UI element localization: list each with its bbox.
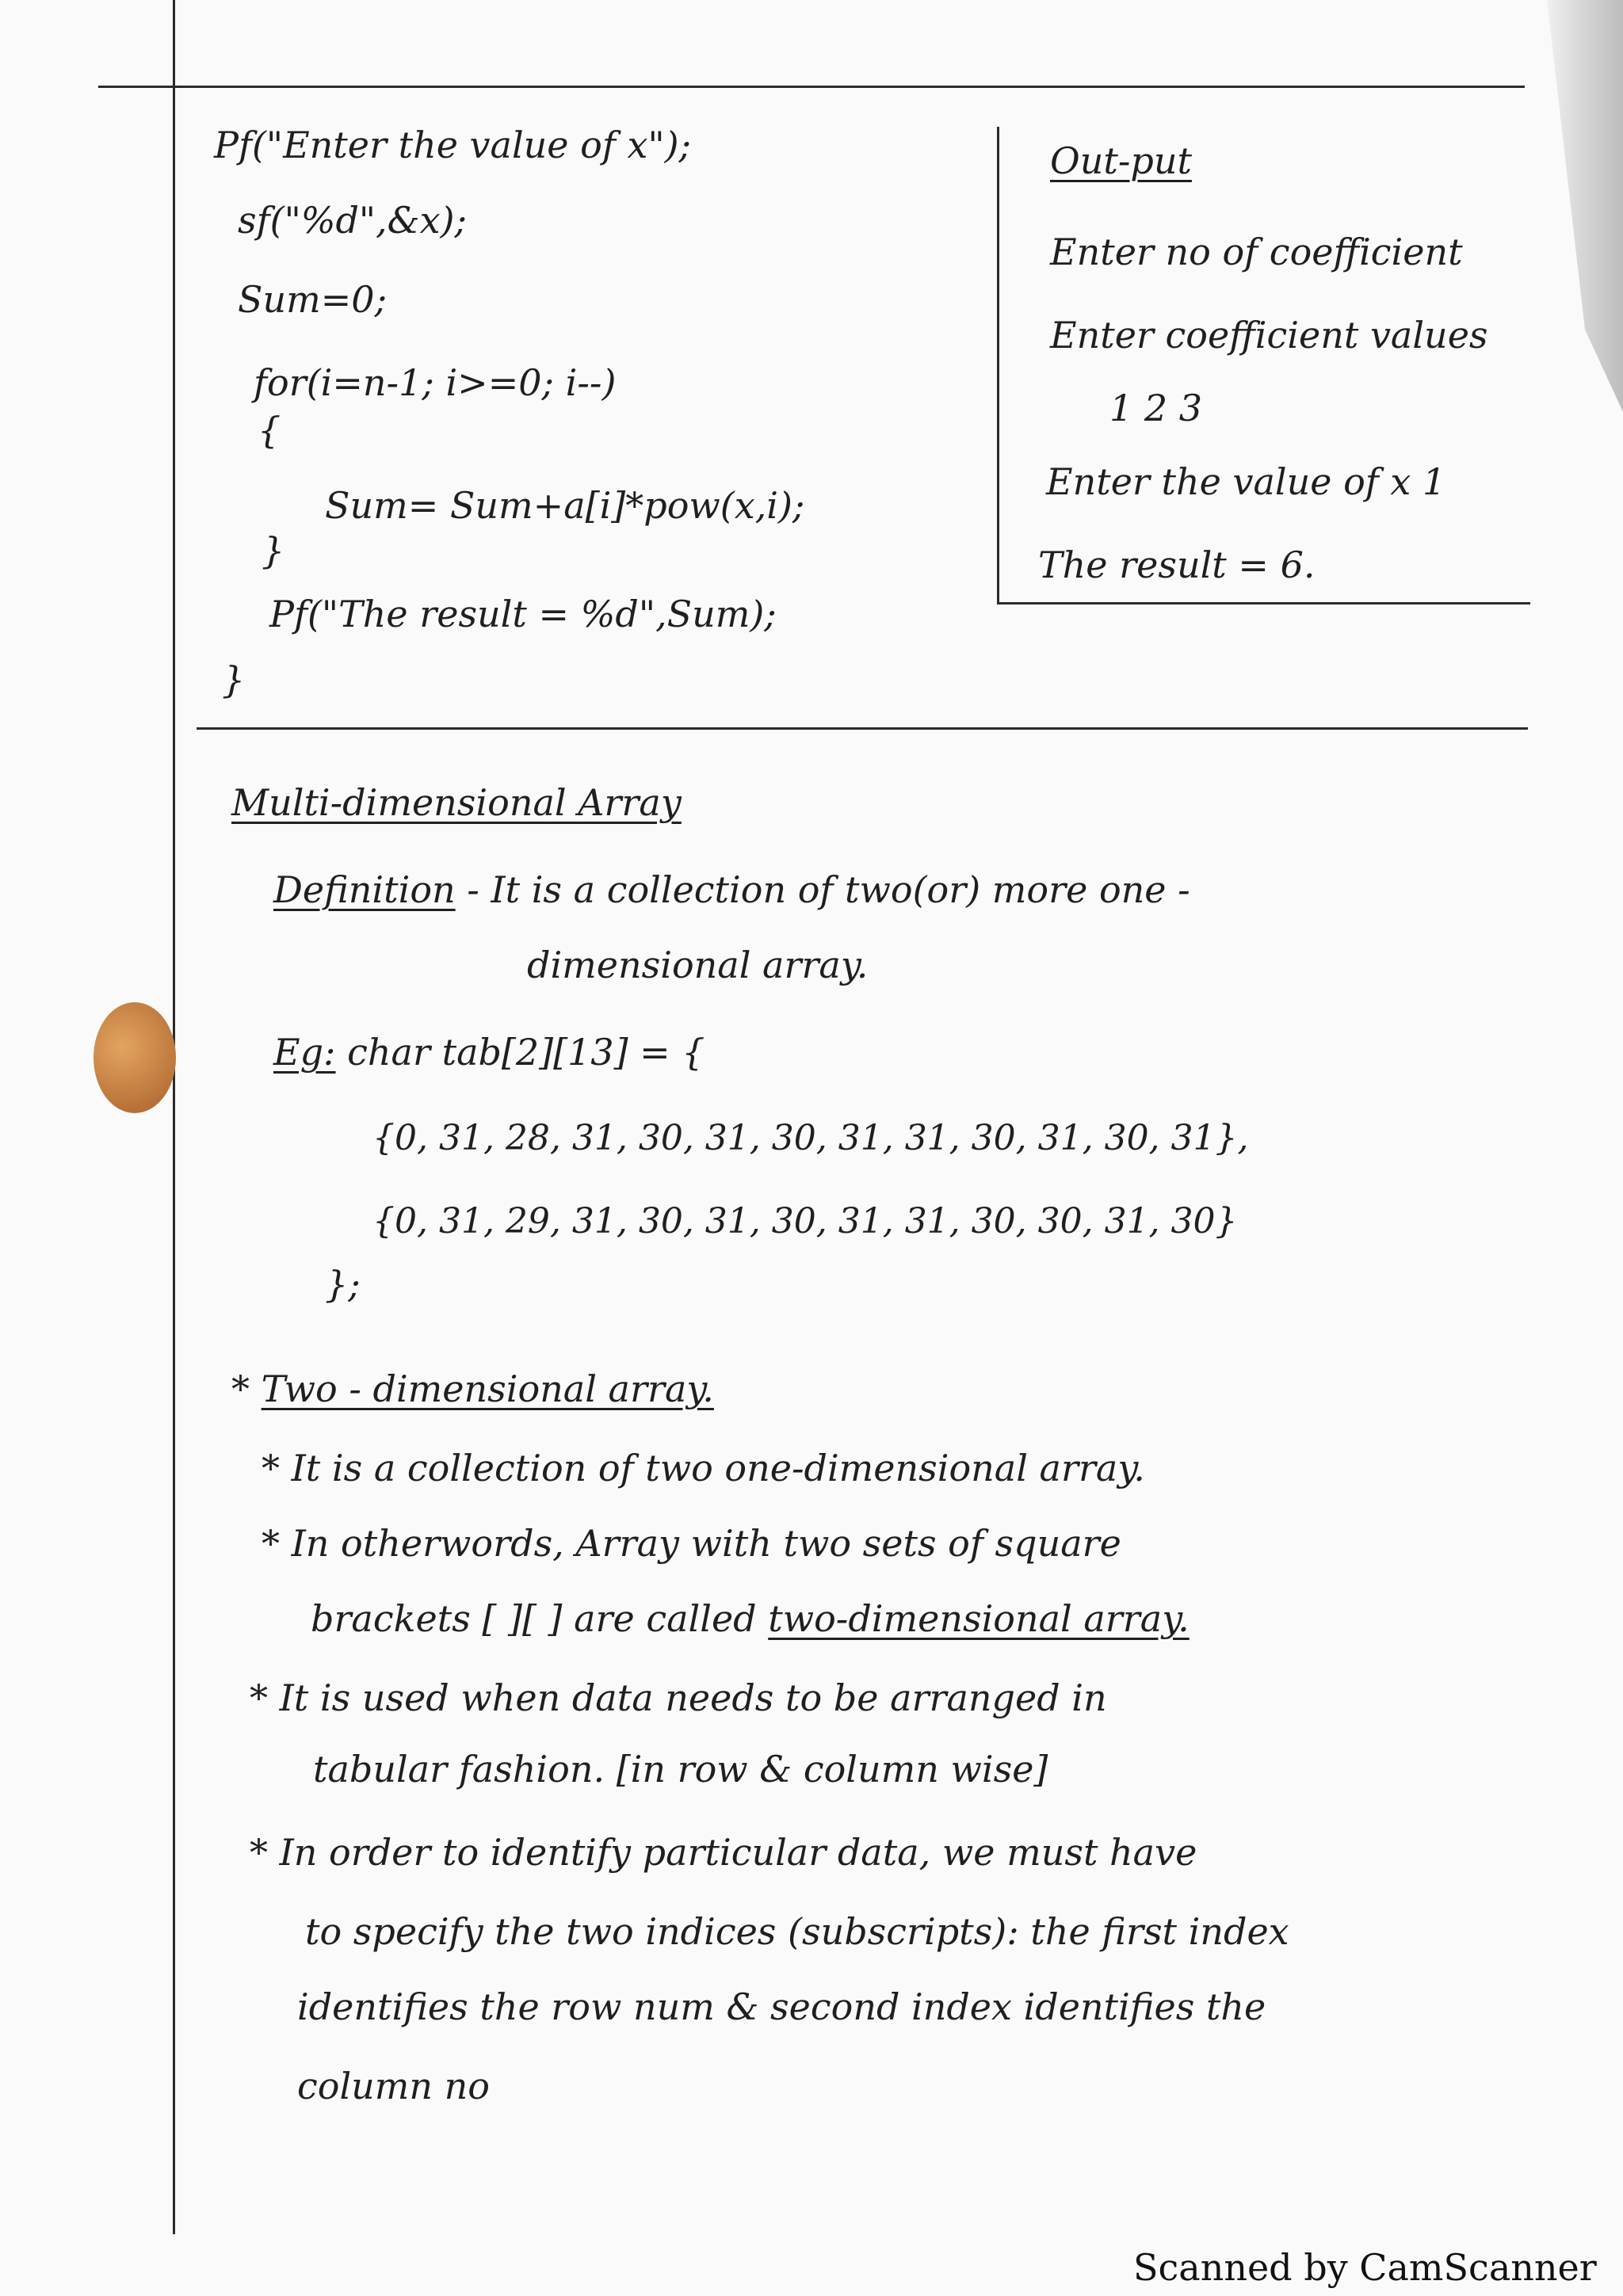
example-row-1: {0, 31, 28, 31, 30, 31, 30, 31, 31, 30, 31, 30, 31},	[372, 1118, 1249, 1158]
bullet-star: *	[250, 1831, 268, 1874]
bullet-4	[250, 1831, 1197, 1874]
bullet-4-line-3: identifies the row num & second index identifies the	[297, 1985, 1266, 2028]
code-line-4: for(i=n-1; i>=0; i--)	[254, 361, 617, 404]
output-title: Out-put	[1050, 139, 1192, 182]
bullet-4-line-4: column no	[297, 2065, 490, 2107]
output-line-5: The result = 6.	[1038, 543, 1316, 586]
definition-line-2: dimensional array.	[527, 944, 869, 986]
multi-heading: Multi-dimensional Array	[231, 781, 682, 824]
bullet-star: *	[250, 1676, 268, 1719]
output-line-2: Enter coefficient values	[1050, 314, 1488, 357]
heading-star: *	[231, 1367, 250, 1410]
bullet-1	[262, 1447, 1145, 1489]
example-label: Eg:	[273, 1031, 336, 1074]
code-line-8: Pf("The result = %d",Sum);	[269, 593, 777, 635]
bullet-4-line-2: to specify the two indices (subscripts): the first index	[305, 1910, 1289, 1953]
margin-line	[173, 0, 175, 2234]
scanner-watermark: Scanned by CamScanner	[1133, 2246, 1597, 2289]
example-row-2: {0, 31, 29, 31, 30, 31, 30, 31, 31, 30, 30, 31, 30}	[372, 1201, 1238, 1241]
code-line-3: Sum=0;	[238, 278, 388, 321]
bullet-2	[262, 1522, 1121, 1565]
output-box	[997, 127, 1530, 605]
example-declaration: char tab[2][13] = {	[335, 1031, 705, 1074]
top-rule-line	[98, 86, 1525, 88]
bullet-star: *	[262, 1522, 280, 1565]
thumb	[94, 1002, 176, 1113]
bullet-star: *	[262, 1447, 280, 1489]
output-line-4: Enter the value of x 1	[1046, 460, 1446, 503]
code-line-5: {	[258, 409, 281, 452]
code-line-7: }	[262, 529, 285, 572]
bullet-2-line-2	[311, 1597, 1190, 1640]
output-line-1: Enter no of coefficient	[1050, 231, 1463, 273]
definition-line-1	[273, 868, 1190, 911]
page-curl	[1528, 0, 1623, 412]
definition-text: - It is a collection of two(or) more one -	[455, 868, 1190, 911]
output-line-3: 1 2 3	[1109, 387, 1203, 429]
code-line-9: }	[222, 658, 246, 701]
bullet-3-text-a: It is used when data needs to be arranged in	[279, 1676, 1107, 1719]
bullet-1-text: It is a collection of two one-dimensional array.	[291, 1447, 1145, 1489]
bullet-3	[250, 1676, 1107, 1719]
example-line	[273, 1031, 705, 1074]
code-line-1: Pf("Enter the value of x");	[214, 124, 692, 166]
bullet-4-text-a: In order to identify particular data, we must have	[279, 1831, 1197, 1874]
example-close: };	[325, 1263, 361, 1306]
bullet-2-text-a: In otherwords, Array with two sets of square	[291, 1522, 1121, 1565]
bullet-2-text-c: two-dimensional array.	[768, 1597, 1190, 1640]
bullet-3-line-2: tabular fashion. [in row & column wise]	[313, 1748, 1048, 1791]
code-line-6: Sum= Sum+a[i]*pow(x,i);	[325, 484, 805, 527]
definition-label: Definition	[273, 868, 456, 911]
section-divider-line	[197, 727, 1528, 730]
bullet-2-text-b: brackets [ ][ ] are called	[311, 1597, 757, 1640]
two-dim-heading-line	[231, 1367, 714, 1410]
code-line-2: sf("%d",&x);	[238, 199, 468, 242]
two-dim-heading: Two - dimensional array.	[261, 1367, 714, 1410]
